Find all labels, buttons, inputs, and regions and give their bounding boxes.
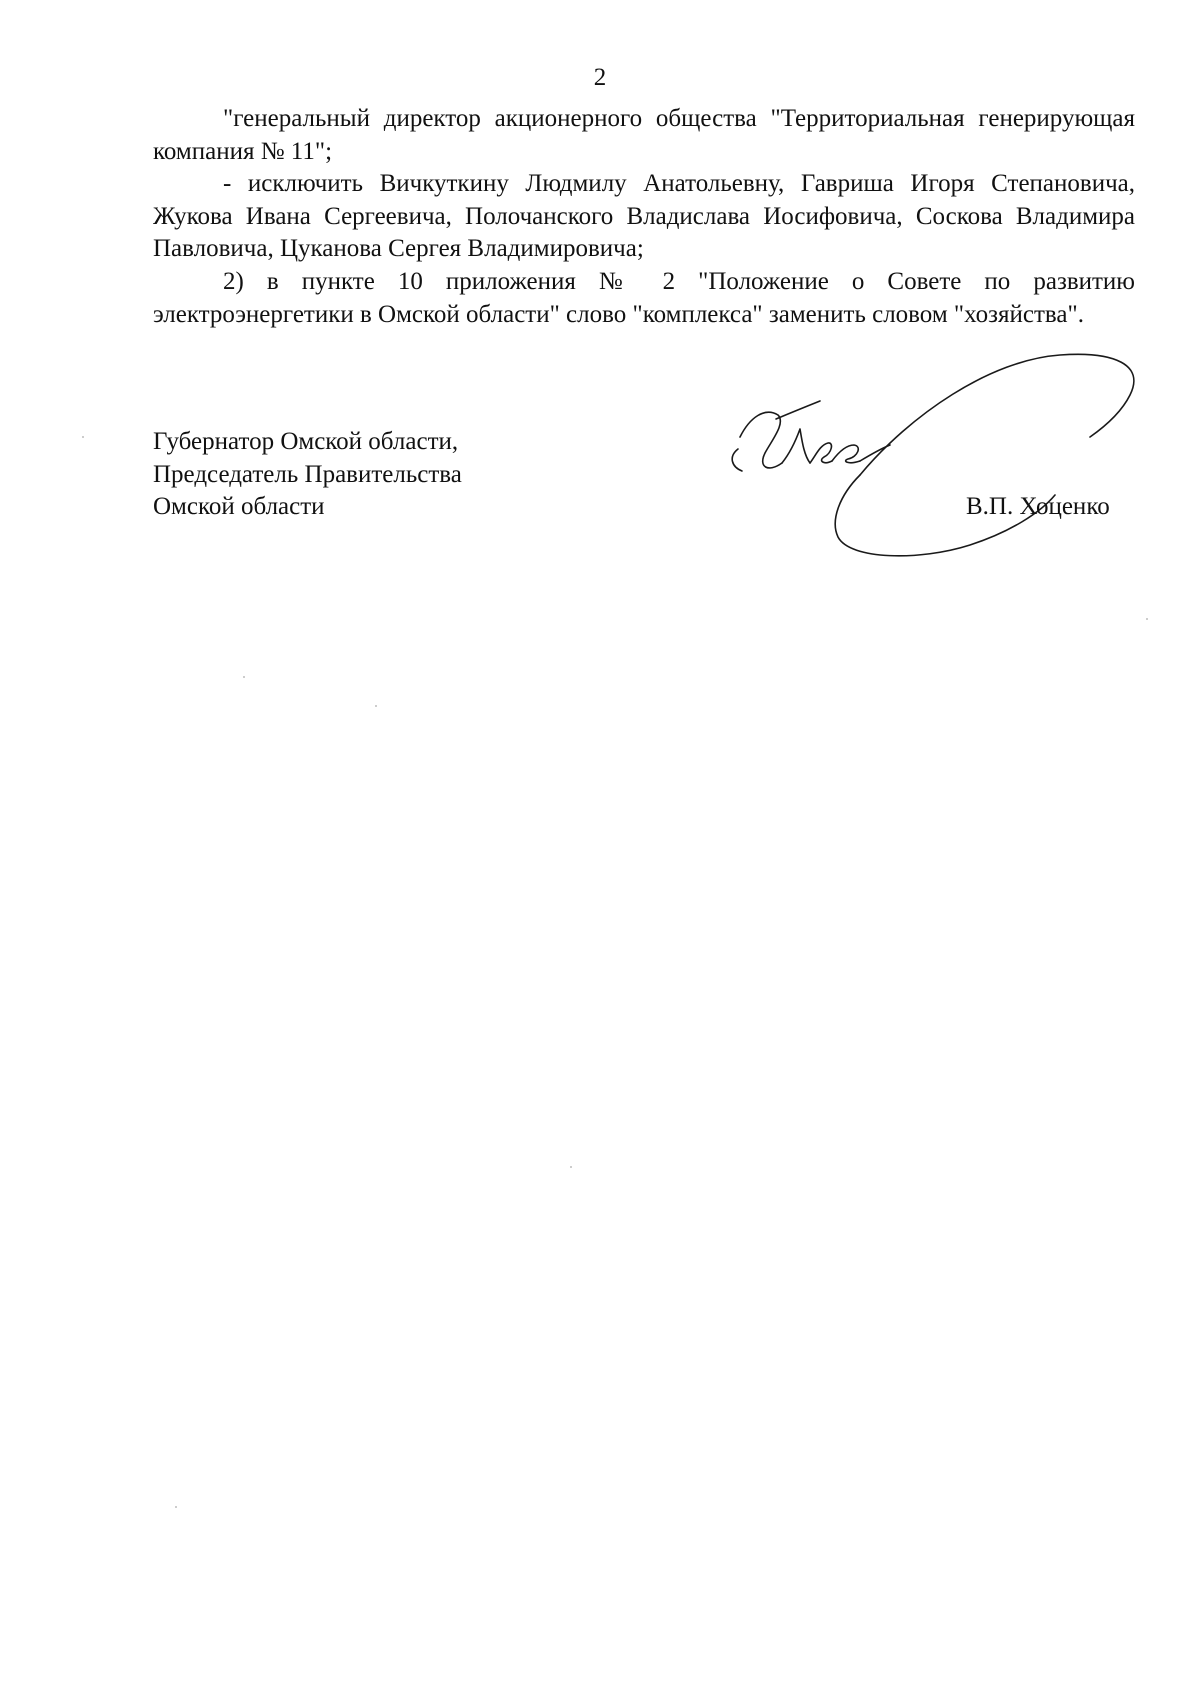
scan-speck — [243, 676, 245, 678]
position-line: Омской области — [153, 493, 325, 520]
paragraph-exclude-members: - исключить Вичкуткину Людмилу Анатольевну, Гавриша Игоря Степановича, Жукова Ивана Сергеевича, Полочанского Владислава Иосифовича, Соскова Владимира Павловича, Цуканова Сергея Владимировича; — [153, 170, 1135, 263]
signatory-position — [153, 426, 462, 524]
scan-speck — [1146, 618, 1148, 620]
handwritten-signature — [720, 345, 1160, 565]
paragraph-amendment-title: "генеральный директор акционерного общества "Территориальная генерирующая компания № 11"; — [153, 105, 1135, 165]
signer-name: В.П. Хоценко — [966, 493, 1110, 520]
scan-speck — [175, 1506, 177, 1508]
position-line: Губернатор Омской области, — [153, 428, 459, 455]
paragraph-word-replacement: 2) в пункте 10 приложения № 2 "Положение о Совете по развитию электроэнергетики в Омской области" слово "комплекса" заменить словом "хозяйства". — [153, 267, 1135, 328]
scan-speck — [375, 705, 377, 707]
scan-speck — [570, 1166, 572, 1168]
document-body — [153, 103, 1135, 331]
scan-speck — [82, 436, 84, 438]
position-line: Председатель Правительства — [153, 460, 462, 488]
page-number: 2 — [593, 64, 607, 91]
